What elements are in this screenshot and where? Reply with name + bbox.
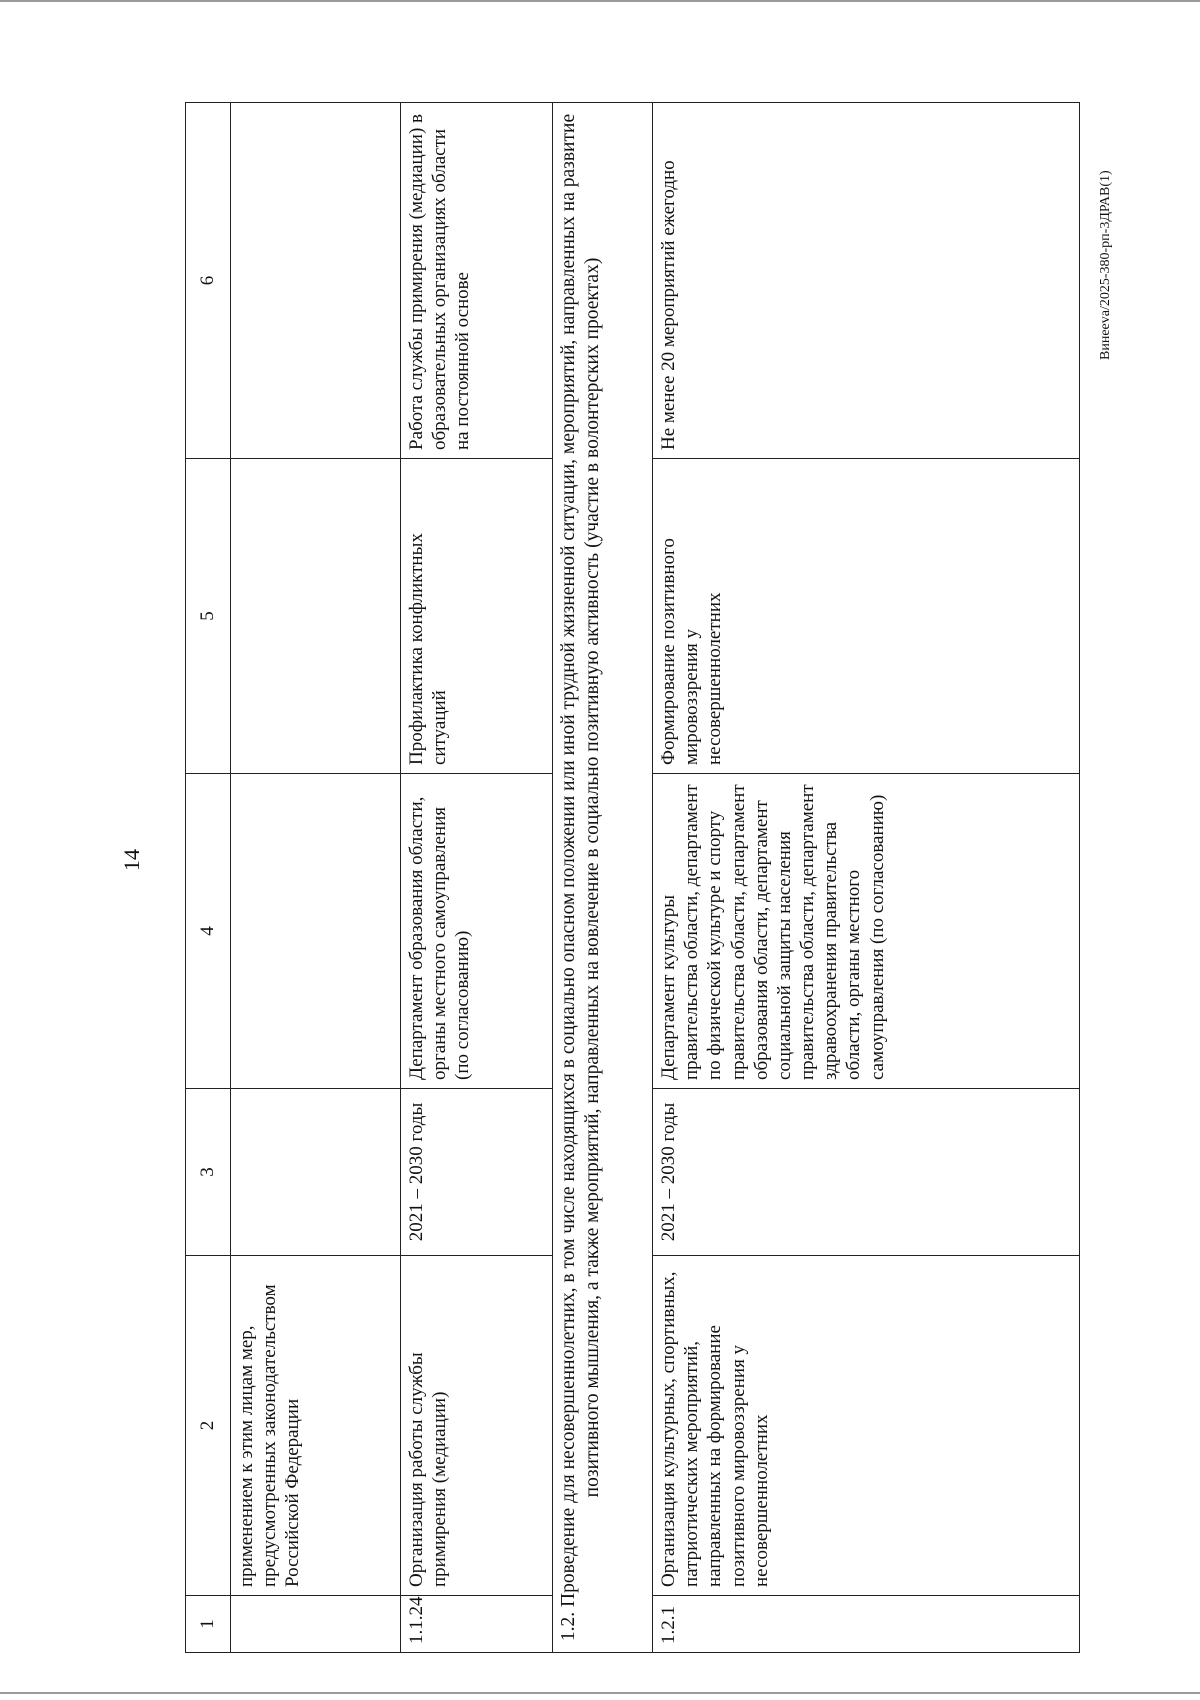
row-number-cell: 1.2.1 — [653, 1596, 1080, 1653]
measure-name-cell: применением к этим лицам мер, предусмотренных законодательством Российской Федерации — [231, 1256, 401, 1596]
measures-table — [185, 102, 1080, 1653]
scan-edge-top — [0, 0, 1200, 2]
expected-result-cell: Профилактика конфликтных ситуаций — [401, 459, 553, 774]
expected-result-cell — [231, 459, 401, 774]
page-number: 14 — [119, 849, 144, 871]
table-row — [653, 103, 1080, 1653]
scan-edge-bottom — [0, 1692, 1200, 1694]
table-row — [401, 103, 553, 1653]
indicator-cell: Работа службы примирения (медиации) в образовательных организациях области на постоянной основе — [401, 103, 553, 459]
measure-name-cell: Организация культурных, спортивных, патриотических мероприятий, направленных на формирование позитивного мировоззрения у несовершеннолетних — [653, 1256, 1080, 1596]
section-heading: 1.2. Проведение для несовершеннолетних, в том числе находящихся в социально опасном положении или иной трудной жизненной ситуации, мероприятий, направленных на развитие позитивного мышления, а также мероприятий, направленных на вовлечение в социально позитивную активность (участие в волонтерских проектах) — [553, 103, 653, 1653]
measures-table-rotated — [185, 103, 1080, 1653]
term-cell: 2021 – 2030 годы — [653, 1089, 1080, 1256]
row-number-cell — [231, 1596, 401, 1653]
column-number: 2 — [186, 1256, 231, 1596]
row-number-cell: 1.1.24 — [401, 1596, 553, 1653]
executor-cell: Департамент культуры правительства области, департамент по физической культуре и спорту правительства области, департамент образования области, департамент социальной защиты населения правительства области, департамент здравоохранения правительства области, органы местного самоуправления (по согласованию) — [653, 774, 1080, 1089]
section-heading-row — [553, 103, 653, 1653]
term-cell — [231, 1089, 401, 1256]
executor-cell — [231, 774, 401, 1089]
column-number: 6 — [186, 103, 231, 459]
table-row — [231, 103, 401, 1653]
column-number: 1 — [186, 1596, 231, 1653]
column-number: 4 — [186, 774, 231, 1089]
indicator-cell: Не менее 20 мероприятий ежегодно — [653, 103, 1080, 459]
column-number-row — [186, 103, 231, 1653]
indicator-cell — [231, 103, 401, 459]
column-number: 3 — [186, 1089, 231, 1256]
term-cell: 2021 – 2030 годы — [401, 1089, 553, 1256]
measure-name-cell: Организация работы службы примирения (медиации) — [401, 1256, 553, 1596]
expected-result-cell: Формирование позитивного мировоззрения у несовершеннолетних — [653, 459, 1080, 774]
document-code-footer: Винеevа/2025-380-рп-3ДРАВ(1) — [1098, 170, 1113, 360]
column-number: 5 — [186, 459, 231, 774]
executor-cell: Департамент образования области, органы местного самоуправления (по согласованию) — [401, 774, 553, 1089]
